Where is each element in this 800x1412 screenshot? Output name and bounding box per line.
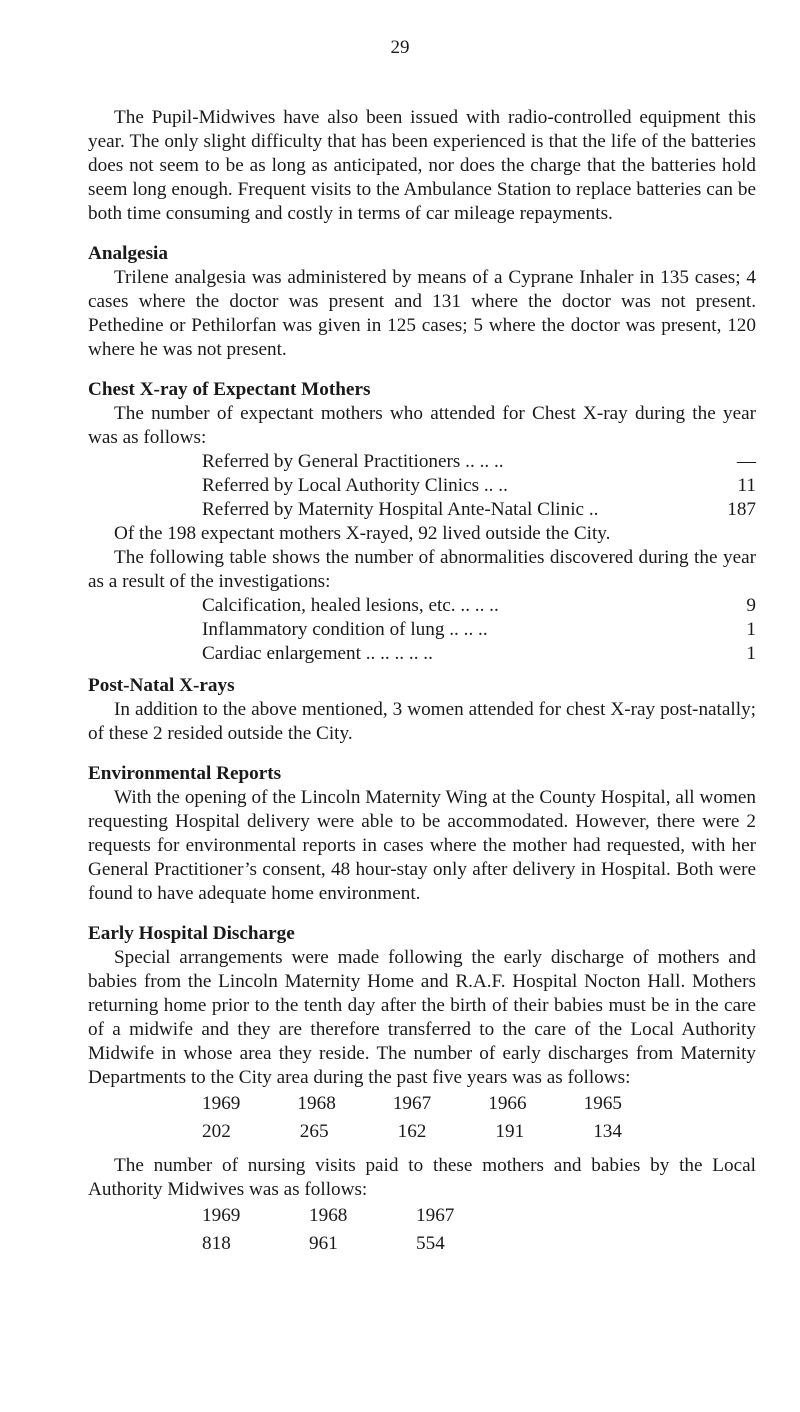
table-row	[202, 1202, 622, 1230]
table-row	[202, 642, 756, 666]
discharge-years-table	[202, 1090, 622, 1146]
table-row	[202, 450, 756, 474]
row-label: Referred by Maternity Hospital Ante-Natal Clinic ..	[202, 499, 599, 520]
row-label: Calcification, healed lesions, etc. .. .. ..	[202, 595, 499, 616]
value-cell: 134	[593, 1121, 622, 1142]
row-label: Cardiac enlargement .. .. .. .. ..	[202, 643, 433, 664]
environmental-heading: Environmental Reports	[88, 763, 282, 784]
value-cell: 818	[202, 1233, 231, 1254]
row-value: 11	[737, 475, 756, 496]
table-row	[202, 1230, 622, 1258]
nursing-visits-paragraph: The number of nursing visits paid to these mothers and babies by the Local Authority Midwives was as follows:	[88, 1155, 756, 1200]
value-cell: 554	[416, 1233, 445, 1254]
value-cell: 202	[202, 1121, 231, 1142]
year-cell: 1967	[416, 1205, 455, 1226]
abnormalities-intro: The following table shows the number of abnormalities discovered during the year as a result of the investigations:	[88, 547, 756, 592]
post-natal-heading: Post-Natal X-rays	[88, 675, 235, 696]
abnormalities-table	[202, 594, 756, 666]
year-cell: 1969	[202, 1093, 241, 1114]
value-cell: 191	[495, 1121, 525, 1142]
analgesia-paragraph: Trilene analgesia was administered by means of a Cyprane Inhaler in 135 cases; 4 cases where the doctor was present and 131 where the doctor was not present. Pethedine or Pethilorfan was given in 125 cases; 5 where the doctor was present, 120 where he was not present.	[88, 267, 756, 360]
table-row	[202, 1090, 622, 1118]
table-row	[202, 1118, 622, 1146]
row-value: —	[736, 451, 756, 472]
value-cell: 265	[299, 1121, 329, 1142]
row-label: Inflammatory condition of lung .. .. ..	[202, 619, 488, 640]
value-cell: 162	[397, 1121, 427, 1142]
chest-xray-paragraph: The number of expectant mothers who attended for Chest X-ray during the year was as follows:	[88, 403, 756, 448]
table-row	[202, 618, 756, 642]
row-label: Referred by General Practitioners .. .. ..	[202, 451, 504, 472]
row-value: 187	[727, 499, 756, 520]
year-cell: 1965	[583, 1093, 622, 1114]
row-label: Referred by Local Authority Clinics .. ..	[202, 475, 508, 496]
year-cell: 1967	[392, 1093, 432, 1114]
early-discharge-paragraph: Special arrangements were made following the early discharge of mothers and babies from the Lincoln Maternity Home and R.A.F. Hospital Nocton Hall. Mothers returning home prior to the tenth day after the birth of their babies must be in the care of a midwife and they are therefore transferred to the care of the Local Authority Midwife in whose area they reside. The number of early discharges from Maternity Departments to the City area during the past five years was as follows:	[88, 947, 756, 1088]
year-cell: 1968	[309, 1205, 348, 1226]
row-value: 1	[746, 643, 756, 664]
year-cell: 1968	[297, 1093, 336, 1114]
table-row	[202, 474, 756, 498]
analgesia-heading: Analgesia	[88, 243, 168, 264]
value-cell: 961	[309, 1233, 338, 1254]
outside-city-paragraph: Of the 198 expectant mothers X-rayed, 92 lived outside the City.	[114, 523, 611, 544]
early-discharge-heading: Early Hospital Discharge	[88, 923, 295, 944]
row-value: 1	[746, 619, 756, 640]
chest-xray-heading: Chest X-ray of Expectant Mothers	[88, 379, 371, 400]
table-row	[202, 594, 756, 618]
visits-years-table	[202, 1202, 622, 1258]
row-value: 9	[746, 595, 756, 616]
referral-table	[202, 450, 756, 522]
year-cell: 1966	[488, 1093, 527, 1114]
page-body	[88, 106, 756, 1258]
environmental-paragraph: With the opening of the Lincoln Maternity Wing at the County Hospital, all women requesting Hospital delivery were able to be accommodated. However, there were 2 requests for environmental reports in cases where the mother had requested, with her General Practitioner’s consent, 48 hour-stay only after delivery in Hospital. Both were found to have adequate home environment.	[88, 787, 756, 904]
intro-paragraph: The Pupil-Midwives have also been issued with radio-controlled equipment this year. The only slight difficulty that has been experienced is that the life of the batteries does not seem to be as long as anticipated, nor does the charge that the batteries hold seem long enough. Frequent visits to the Ambulance Station to replace batteries can be both time consuming and costly in terms of car mileage repayments.	[88, 107, 756, 224]
post-natal-paragraph: In addition to the above mentioned, 3 women attended for chest X-ray post-natally; of these 2 resided outside the City.	[88, 699, 756, 744]
page-number: 29	[390, 37, 410, 58]
table-row	[202, 498, 756, 522]
year-cell: 1969	[202, 1205, 241, 1226]
